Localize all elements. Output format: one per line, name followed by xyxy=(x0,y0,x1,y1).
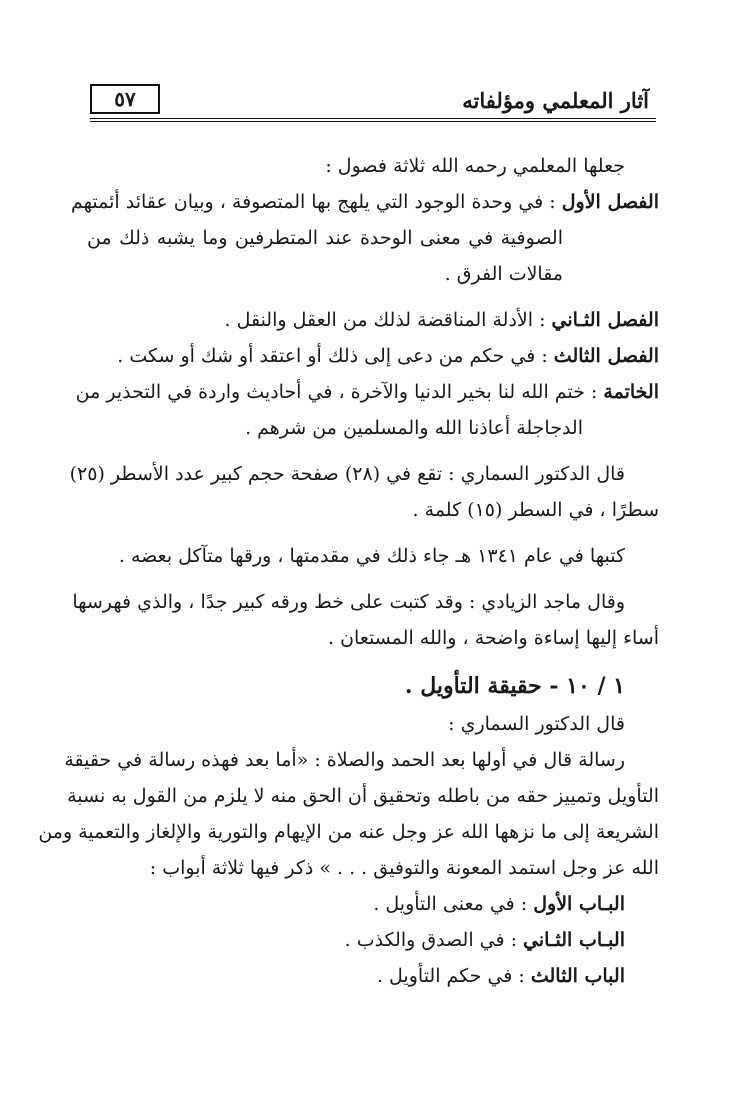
chapter-3-label: الفصل الثالث xyxy=(553,345,659,367)
conclusion-line-2: الدجاجلة أعاذنا الله والمسلمين من شرهم . xyxy=(245,417,583,439)
chapter-2-label: الفصل الثـاني xyxy=(551,309,659,331)
bab-1-line xyxy=(87,886,659,922)
written-line: كتبها في عام ١٣٤١ هـ جاء ذلك في مقدمتها ، ورقها متآكل بعضه . xyxy=(118,545,625,567)
samari-line-2: سطرًا ، في السطر (١٥) كلمة . xyxy=(412,499,659,521)
samari-2-line: قال الدكتور السماري : xyxy=(448,713,625,735)
bab-3-text: : في حكم التأويل . xyxy=(376,965,525,987)
page-number-box xyxy=(90,84,160,114)
quote-line-1: رسالة قال في أولها بعد الحمد والصلاة : «أما بعد فهذه رسالة في حقيقة xyxy=(64,749,625,771)
quote-line-3: الشريعة إلى ما نزهها الله عز وجل عنه من الإيهام والتورية والإلغاز والتعمية ومن xyxy=(38,821,659,843)
chapter-3-line xyxy=(87,338,659,374)
intro-line: جعلها المعلمي رحمه الله ثلاثة فصول : xyxy=(325,155,625,177)
bab-3-label: الباب الثالث xyxy=(530,965,625,987)
chapter-1-text: : في وحدة الوجود التي يلهج بها المتصوفة ، وبيان عقائد أئمتهم xyxy=(71,191,556,213)
conclusion-line-1 xyxy=(75,374,659,410)
page-number: ٥٧ xyxy=(114,87,136,111)
bab-3-line xyxy=(87,958,659,994)
conclusion-label: الخاتمة xyxy=(603,381,659,403)
zayadi-line-1: وقال ماجد الزيادي : وقد كتبت على خط ورقه كبير جدًا ، والذي فهرسها xyxy=(72,591,625,613)
chapter-1-label: الفصل الأول xyxy=(561,191,659,213)
bab-2-label: البـاب الثـاني xyxy=(523,929,625,951)
bab-2-line xyxy=(87,922,659,958)
conclusion-text: : ختم الله لنا بخير الدنيا والآخرة ، في أحاديث واردة في التحذير من xyxy=(75,381,598,403)
zayadi-line-2: أساء إليها إساءة واضحة ، والله المستعان . xyxy=(328,627,659,649)
chapter-1-line-1 xyxy=(71,184,659,220)
quote-line-2: التأويل وتمييز حقه من باطله وتحقيق أن الحق منه لا يلزم من القول به نسبة xyxy=(67,785,659,807)
chapter-3-text: : في حكم من دعى إلى ذلك أو اعتقد أو شك أو سكت . xyxy=(117,345,548,367)
samari-line-1: قال الدكتور السماري : تقع في (٢٨) صفحة حجم كبير عدد الأسطر (٢٥) xyxy=(69,463,625,485)
chapter-1-line-3: مقالات الفرق . xyxy=(444,263,563,285)
bab-2-text: : في الصدق والكذب . xyxy=(344,929,517,951)
running-header-title: آثار المعلمي ومؤلفاته xyxy=(462,88,649,113)
quote-line-4: الله عز وجل استمد المعونة والتوفيق . . . » ذكر فيها ثلاثة أبواب : xyxy=(149,857,659,879)
header-rule xyxy=(90,118,656,122)
chapter-1-line-2: الصوفية في معنى الوحدة عند المتطرفين وما يشبه ذلك من xyxy=(87,227,563,249)
section-heading: ١ / ١٠ - حقيقة التأويل . xyxy=(404,673,625,699)
bab-1-label: البـاب الأول xyxy=(533,893,625,915)
main-text xyxy=(38,148,659,994)
chapter-2-text: : الأدلة المناقضة لذلك من العقل والنقل . xyxy=(224,309,546,331)
bab-1-text: : في معنى التأويل . xyxy=(373,893,528,915)
chapter-2-line xyxy=(87,302,659,338)
